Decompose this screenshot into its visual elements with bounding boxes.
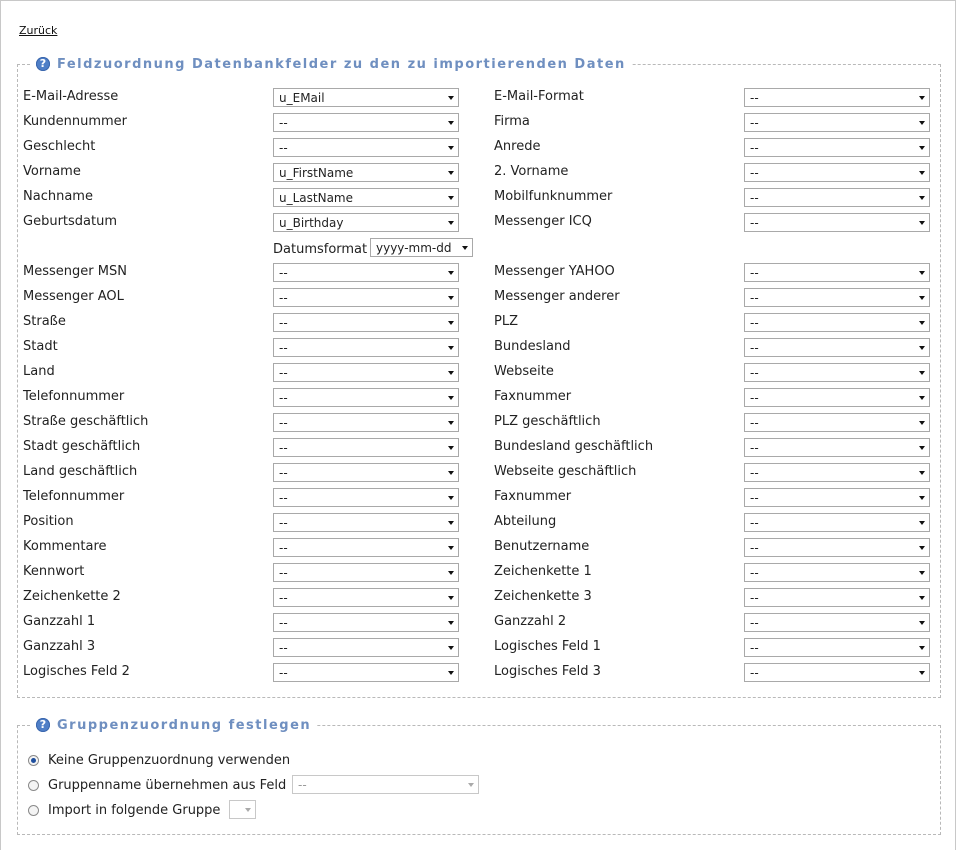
field-select[interactable] — [273, 638, 459, 657]
group-assignment-title: Gruppenzuordnung festlegen — [57, 717, 312, 733]
chevron-down-icon — [919, 321, 925, 325]
field-label: Webseite geschäftlich — [494, 464, 637, 479]
field-select-value: -- — [750, 341, 759, 355]
field-select[interactable] — [744, 563, 930, 582]
field-label: Faxnummer — [494, 489, 572, 504]
field-select-value: -- — [750, 491, 759, 505]
radio-import-group[interactable] — [28, 805, 39, 816]
field-select[interactable] — [273, 413, 459, 432]
field-select[interactable] — [744, 588, 930, 607]
help-icon[interactable]: ? — [36, 57, 50, 71]
field-label: Kommentare — [23, 539, 107, 554]
chevron-down-icon — [919, 671, 925, 675]
field-select[interactable] — [273, 463, 459, 482]
field-select-value: -- — [750, 641, 759, 655]
field-select-value: -- — [750, 116, 759, 130]
chevron-down-icon — [919, 446, 925, 450]
field-label: Firma — [494, 114, 530, 129]
group-assignment-legend — [32, 716, 317, 734]
field-label: Land — [23, 364, 55, 379]
field-label: Bundesland — [494, 339, 571, 354]
field-select[interactable] — [273, 138, 459, 157]
field-select-value: -- — [750, 316, 759, 330]
field-select-value: -- — [750, 216, 759, 230]
radio-no-group-label[interactable]: Keine Gruppenzuordnung verwenden — [48, 753, 291, 768]
field-select[interactable] — [273, 263, 459, 282]
chevron-down-icon — [448, 346, 454, 350]
field-label: Zeichenkette 3 — [494, 589, 592, 604]
field-select[interactable] — [744, 138, 930, 157]
chevron-down-icon — [919, 221, 925, 225]
field-select[interactable] — [744, 263, 930, 282]
field-select-value: -- — [750, 291, 759, 305]
field-label: Anrede — [494, 139, 541, 154]
field-select-value: u_EMail — [279, 91, 325, 105]
field-select[interactable] — [273, 613, 459, 632]
field-select-value: -- — [750, 166, 759, 180]
field-select[interactable] — [744, 638, 930, 657]
field-select-value: u_Birthday — [279, 216, 344, 230]
field-label: Telefonnummer — [23, 489, 125, 504]
field-select[interactable] — [744, 488, 930, 507]
chevron-down-icon — [919, 396, 925, 400]
field-label: E-Mail-Format — [494, 89, 584, 104]
field-select[interactable] — [273, 113, 459, 132]
chevron-down-icon — [919, 196, 925, 200]
field-select-value: -- — [750, 191, 759, 205]
field-select-value: -- — [279, 391, 288, 405]
chevron-down-icon — [448, 221, 454, 225]
field-label: Messenger MSN — [23, 264, 127, 279]
field-label: Nachname — [23, 189, 93, 204]
field-label: Straße geschäftlich — [23, 414, 149, 429]
field-select[interactable] — [273, 388, 459, 407]
chevron-down-icon — [919, 271, 925, 275]
field-select-value: -- — [279, 341, 288, 355]
chevron-down-icon — [919, 621, 925, 625]
field-select-value: -- — [750, 516, 759, 530]
chevron-down-icon — [448, 596, 454, 600]
chevron-down-icon — [448, 521, 454, 525]
chevron-down-icon — [448, 321, 454, 325]
chevron-down-icon — [919, 646, 925, 650]
chevron-down-icon — [462, 246, 468, 250]
field-select-value: -- — [750, 541, 759, 555]
back-link[interactable]: Zurück — [19, 24, 58, 37]
field-select-value: -- — [750, 91, 759, 105]
field-select-value: -- — [279, 566, 288, 580]
chevron-down-icon — [448, 271, 454, 275]
field-select[interactable] — [273, 213, 459, 232]
field-select[interactable] — [744, 213, 930, 232]
radio-no-group[interactable] — [28, 755, 39, 766]
chevron-down-icon — [448, 196, 454, 200]
field-select-value: -- — [279, 641, 288, 655]
field-select[interactable] — [744, 388, 930, 407]
field-label: Logisches Feld 3 — [494, 664, 601, 679]
field-label: Faxnummer — [494, 389, 572, 404]
field-label: E-Mail-Adresse — [23, 89, 119, 104]
field-select[interactable] — [744, 113, 930, 132]
field-select-value: -- — [279, 466, 288, 480]
field-select[interactable] — [744, 663, 930, 682]
date-format-value: yyyy-mm-dd — [376, 241, 452, 255]
radio-group-from-field-label[interactable]: Gruppenname übernehmen aus Feld — [48, 778, 287, 793]
chevron-down-icon — [919, 521, 925, 525]
field-select[interactable] — [273, 363, 459, 382]
chevron-down-icon — [919, 371, 925, 375]
field-select[interactable] — [273, 88, 459, 107]
field-select[interactable] — [744, 538, 930, 557]
field-select-value: -- — [279, 316, 288, 330]
field-label: Messenger YAHOO — [494, 264, 615, 279]
date-format-label: Datumsformat — [273, 242, 368, 257]
chevron-down-icon — [919, 596, 925, 600]
chevron-down-icon — [448, 671, 454, 675]
radio-import-group-label[interactable]: Import in folgende Gruppe — [48, 803, 221, 818]
field-select-value: -- — [279, 141, 288, 155]
field-label: Messenger AOL — [23, 289, 124, 304]
chevron-down-icon — [919, 146, 925, 150]
chevron-down-icon — [448, 371, 454, 375]
field-select-value: -- — [750, 141, 759, 155]
chevron-down-icon — [448, 646, 454, 650]
chevron-down-icon — [448, 571, 454, 575]
chevron-down-icon — [919, 96, 925, 100]
chevron-down-icon — [448, 546, 454, 550]
chevron-down-icon — [448, 296, 454, 300]
field-select[interactable] — [744, 363, 930, 382]
field-select-value: -- — [279, 416, 288, 430]
chevron-down-icon — [448, 121, 454, 125]
field-label: Mobilfunknummer — [494, 189, 613, 204]
chevron-down-icon — [919, 546, 925, 550]
field-select[interactable] — [273, 538, 459, 557]
field-select[interactable] — [273, 288, 459, 307]
field-label: Logisches Feld 1 — [494, 639, 601, 654]
field-select[interactable] — [273, 588, 459, 607]
field-select-value: -- — [750, 266, 759, 280]
field-select-value: -- — [279, 116, 288, 130]
field-select[interactable] — [273, 438, 459, 457]
chevron-down-icon — [919, 346, 925, 350]
chevron-down-icon — [919, 571, 925, 575]
group-field-value: -- — [298, 778, 307, 792]
radio-group-from-field[interactable] — [28, 780, 39, 791]
field-select[interactable] — [744, 88, 930, 107]
field-select-value: -- — [279, 516, 288, 530]
field-label: Kundennummer — [23, 114, 127, 129]
field-select-value: -- — [750, 666, 759, 680]
chevron-down-icon — [919, 496, 925, 500]
chevron-down-icon — [448, 96, 454, 100]
field-label: Geschlecht — [23, 139, 96, 154]
field-label: Kennwort — [23, 564, 85, 579]
chevron-down-icon — [919, 171, 925, 175]
field-select[interactable] — [273, 663, 459, 682]
field-select-value: -- — [750, 416, 759, 430]
field-select-value: -- — [750, 441, 759, 455]
field-label: Stadt geschäftlich — [23, 439, 141, 454]
field-select-value: u_FirstName — [279, 166, 354, 180]
field-label: PLZ geschäftlich — [494, 414, 601, 429]
field-select-value: -- — [279, 591, 288, 605]
field-label: Land geschäftlich — [23, 464, 138, 479]
chevron-down-icon — [448, 496, 454, 500]
chevron-down-icon — [448, 446, 454, 450]
field-select[interactable] — [273, 188, 459, 207]
field-select[interactable] — [273, 163, 459, 182]
chevron-down-icon — [448, 421, 454, 425]
chevron-down-icon — [919, 421, 925, 425]
group-field-select[interactable] — [292, 775, 479, 794]
field-select[interactable] — [273, 313, 459, 332]
date-format-select[interactable] — [370, 238, 473, 257]
chevron-down-icon — [448, 621, 454, 625]
chevron-down-icon — [448, 171, 454, 175]
field-select[interactable] — [744, 288, 930, 307]
field-label: Position — [23, 514, 74, 529]
field-label: Abteilung — [494, 514, 557, 529]
field-label: Stadt — [23, 339, 58, 354]
field-select[interactable] — [744, 188, 930, 207]
field-select-value: -- — [279, 616, 288, 630]
field-select-value: -- — [279, 441, 288, 455]
help-icon[interactable]: ? — [36, 718, 50, 732]
field-label: Geburtsdatum — [23, 214, 117, 229]
field-select-value: -- — [750, 566, 759, 580]
field-select-value: u_LastName — [279, 191, 354, 205]
field-select-value: -- — [279, 666, 288, 680]
field-label: Telefonnummer — [23, 389, 125, 404]
field-label: Straße — [23, 314, 66, 329]
field-label: Zeichenkette 1 — [494, 564, 592, 579]
field-select[interactable] — [273, 338, 459, 357]
field-select[interactable] — [273, 513, 459, 532]
field-label: Logisches Feld 2 — [23, 664, 130, 679]
target-group-select[interactable] — [229, 800, 256, 819]
field-label: PLZ — [494, 314, 518, 329]
field-label: Ganzzahl 3 — [23, 639, 96, 654]
field-label: 2. Vorname — [494, 164, 569, 179]
field-select-value: -- — [279, 491, 288, 505]
field-select[interactable] — [273, 488, 459, 507]
field-select-value: -- — [279, 291, 288, 305]
chevron-down-icon — [919, 296, 925, 300]
field-select-value: -- — [279, 266, 288, 280]
field-label: Webseite — [494, 364, 554, 379]
field-select[interactable] — [744, 413, 930, 432]
field-label: Ganzzahl 1 — [23, 614, 96, 629]
field-label: Zeichenkette 2 — [23, 589, 121, 604]
field-mapping-title: Feldzuordnung Datenbankfelder zu den zu importierenden Daten — [57, 56, 626, 72]
field-label: Ganzzahl 2 — [494, 614, 567, 629]
field-select[interactable] — [744, 463, 930, 482]
field-label: Vorname — [23, 164, 81, 179]
chevron-down-icon — [919, 471, 925, 475]
field-select-value: -- — [750, 466, 759, 480]
field-mapping-legend — [32, 55, 632, 73]
field-label: Messenger anderer — [494, 289, 620, 304]
field-select[interactable] — [273, 563, 459, 582]
field-select[interactable] — [744, 313, 930, 332]
field-select[interactable] — [744, 438, 930, 457]
chevron-down-icon — [919, 121, 925, 125]
field-select-value: -- — [750, 366, 759, 380]
field-select-value: -- — [279, 541, 288, 555]
chevron-down-icon — [245, 808, 251, 812]
field-select-value: -- — [750, 391, 759, 405]
field-select-value: -- — [750, 616, 759, 630]
field-label: Messenger ICQ — [494, 214, 592, 229]
field-select[interactable] — [744, 163, 930, 182]
field-label: Benutzername — [494, 539, 590, 554]
chevron-down-icon — [448, 146, 454, 150]
field-label: Bundesland geschäftlich — [494, 439, 654, 454]
field-select[interactable] — [744, 613, 930, 632]
field-select-value: -- — [279, 366, 288, 380]
chevron-down-icon — [468, 783, 474, 787]
field-select[interactable] — [744, 338, 930, 357]
chevron-down-icon — [448, 471, 454, 475]
chevron-down-icon — [448, 396, 454, 400]
field-select[interactable] — [744, 513, 930, 532]
field-select-value: -- — [750, 591, 759, 605]
